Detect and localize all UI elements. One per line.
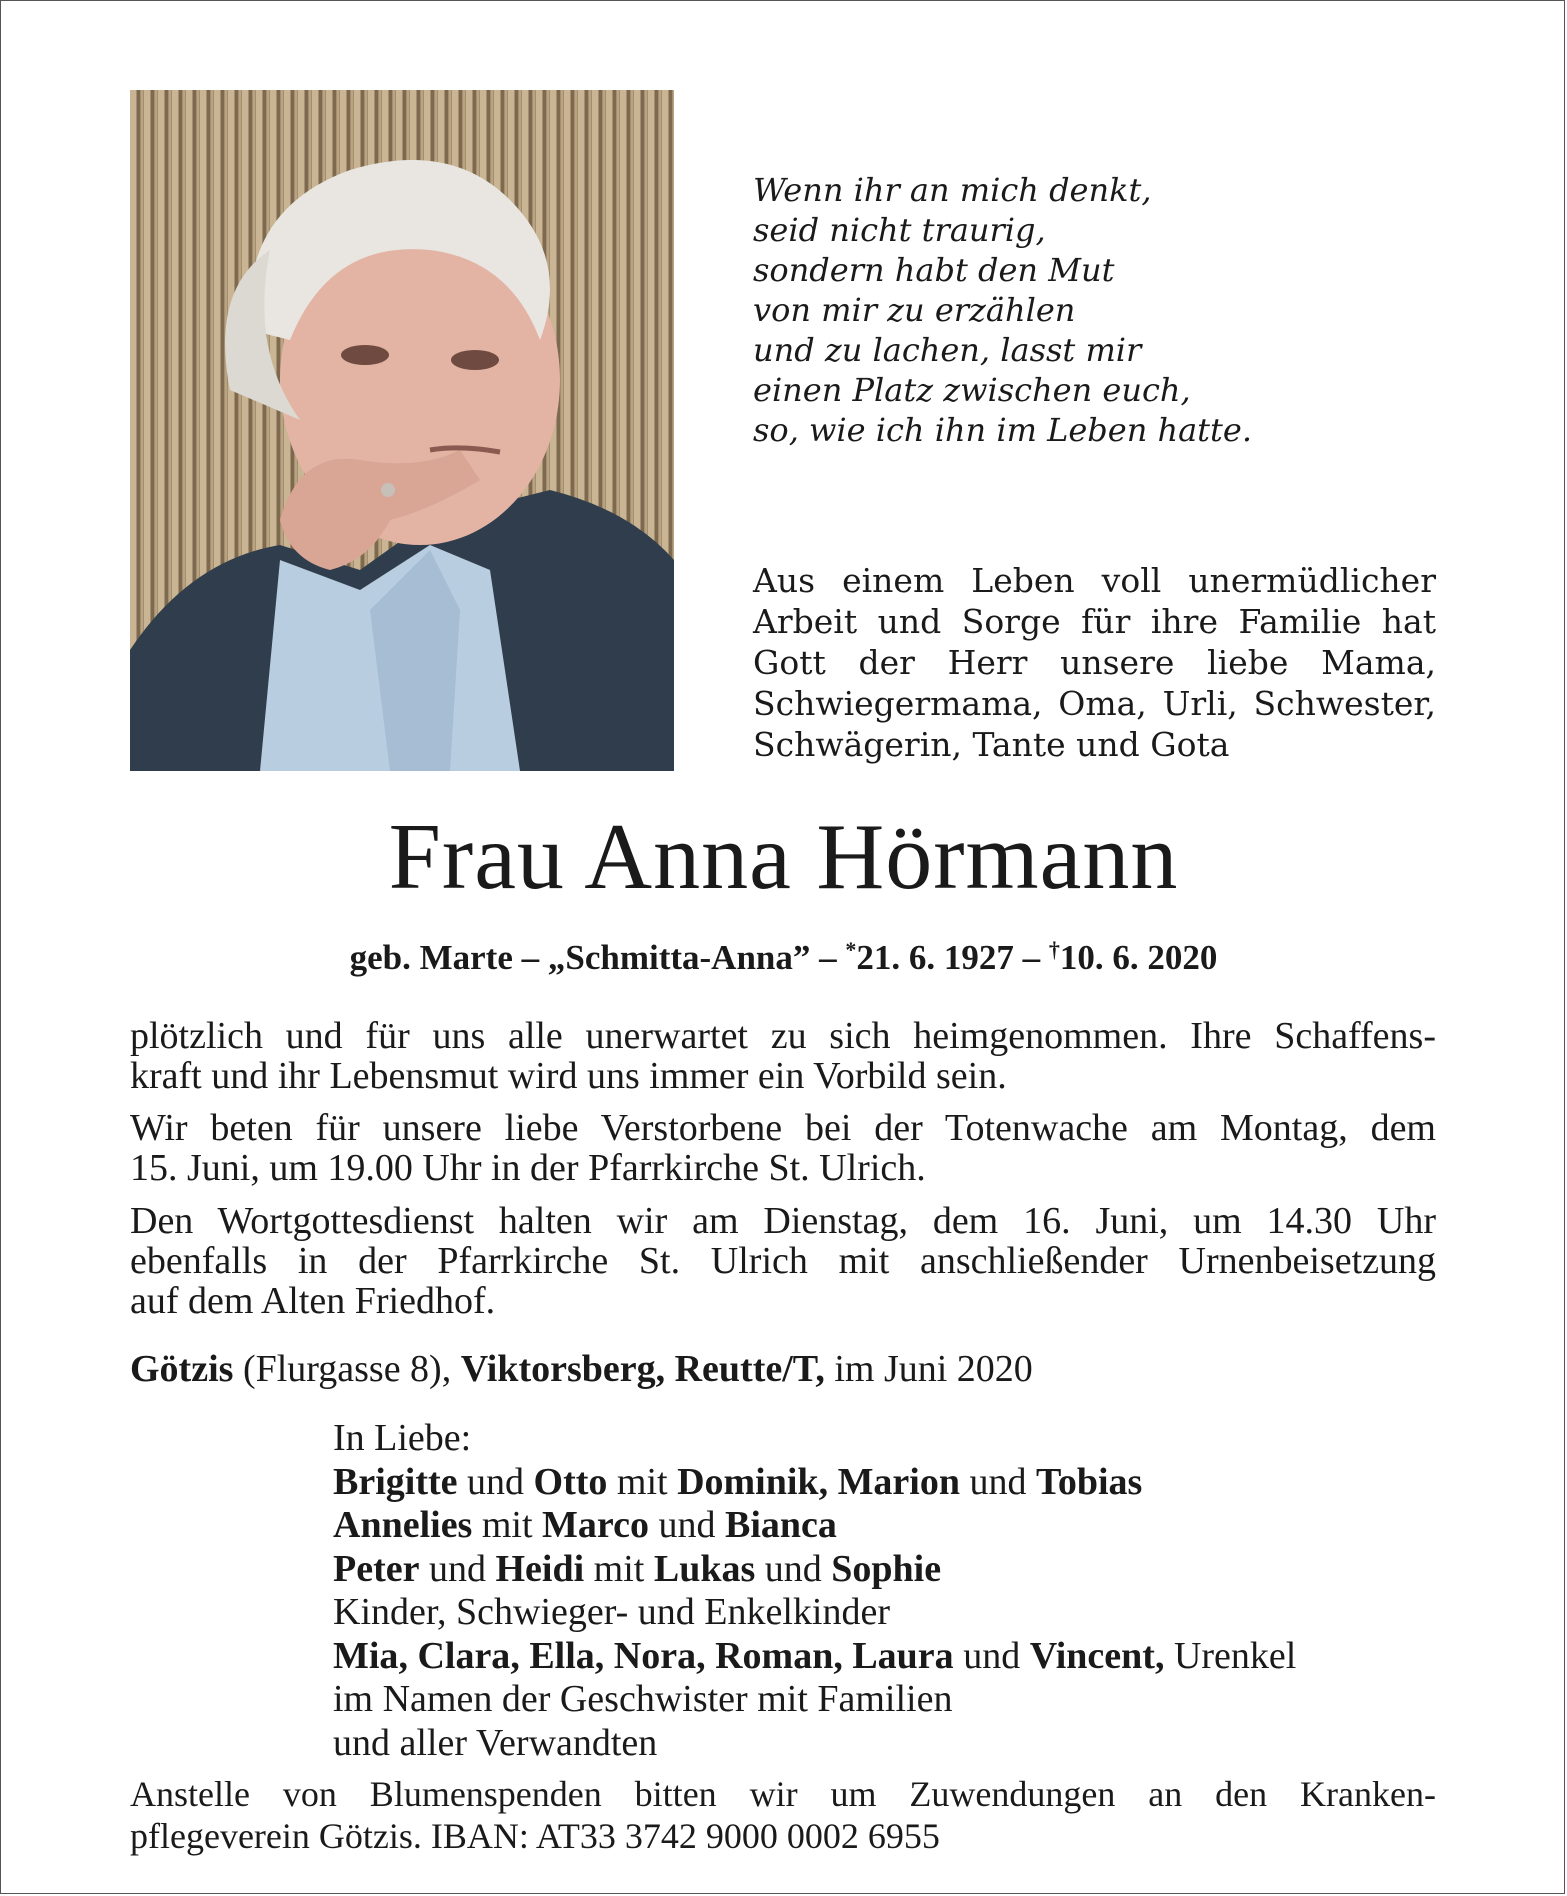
- conjunction: und: [457, 1460, 534, 1503]
- maiden-name: geb. Marte: [349, 938, 513, 977]
- body-line: auf dem Alten Friedhof.: [130, 1280, 496, 1322]
- town: Götzis: [130, 1348, 234, 1390]
- other-towns: Viktorsberg, Reutte/T,: [460, 1348, 825, 1390]
- death-symbol: †: [1048, 937, 1060, 962]
- separator: –: [521, 938, 540, 977]
- mourner-name: Roman: [715, 1634, 834, 1677]
- intro-line: Schwägerin, Tante und Gota: [753, 725, 1230, 764]
- mourner-name: Ella: [529, 1634, 595, 1677]
- body-line: 15. Juni, um 19.00 Uhr in der Pfarrkirche St. Ulrich.: [130, 1147, 926, 1189]
- conjunction: mit: [607, 1460, 678, 1503]
- paragraph-service: [130, 1201, 1436, 1321]
- conjunction: mit: [472, 1504, 543, 1546]
- body-line: plötzlich und für uns alle unerwartet zu sich heimgenommen. Ihre Schaffens-: [130, 1015, 1436, 1057]
- intro-line: Arbeit und Sorge für ihre Familie hat: [753, 602, 1436, 641]
- poem-line: so, wie ich ihn im Leben hatte.: [753, 411, 1252, 449]
- donation-line: Anstelle von Blumenspenden bitten wir um Zuwendungen an den Kranken-: [130, 1774, 1436, 1814]
- donation-note: [130, 1773, 1436, 1857]
- donation-line: pflegeverein Götzis. IBAN: AT33 3742 9000 0002 6955: [130, 1816, 940, 1856]
- poem-line: von mir zu erzählen: [753, 291, 1076, 329]
- poem-line: sondern habt den Mut: [753, 251, 1115, 289]
- place-date-line: [130, 1347, 1033, 1391]
- poem-line: seid nicht traurig,: [753, 211, 1046, 249]
- nickname: „Schmitta-Anna”: [547, 938, 811, 977]
- conjunction: und: [953, 1634, 1030, 1677]
- mourners-list: [333, 1417, 1453, 1765]
- body-line: kraft und ihr Lebensmut wird uns immer ein Vorbild sein.: [130, 1055, 1007, 1097]
- mourners-line: Mia, Clara, Ella, Nora, Roman, Laura und Vincent, Urenkel: [333, 1634, 1297, 1677]
- mourner-name: Marco: [542, 1504, 649, 1546]
- mourners-line: im Namen der Geschwister mit Familien: [333, 1678, 953, 1720]
- conjunction: mit: [584, 1547, 654, 1590]
- date: im Juni 2020: [824, 1348, 1033, 1390]
- mourners-line: Brigitte und Otto mit Dominik, Marion und Tobias: [333, 1460, 1143, 1503]
- poem-line: und zu lachen, lasst mir: [753, 331, 1142, 369]
- mourner-name: Sophie: [831, 1547, 942, 1590]
- mourner-name: Bianca: [724, 1504, 837, 1546]
- mourner-name: Lukas: [653, 1547, 756, 1590]
- intro-text: [753, 560, 1436, 765]
- mourners-line: [333, 1548, 1453, 1592]
- address: (Flurgasse 8),: [233, 1348, 461, 1390]
- separator: –: [819, 938, 837, 977]
- mourner-name: Tobias: [1036, 1460, 1143, 1503]
- mourner-name: Laura: [852, 1634, 954, 1677]
- conjunction: und: [960, 1460, 1036, 1503]
- separator: –: [1022, 938, 1041, 977]
- mourner-name: Peter: [333, 1547, 420, 1590]
- intro-line: Schwiegermama, Oma, Urli, Schwester,: [753, 684, 1436, 723]
- mourner-name: Marion: [837, 1460, 960, 1503]
- intro-line: Gott der Herr unsere liebe Mama,: [753, 643, 1436, 682]
- conjunction: und: [755, 1547, 832, 1590]
- conjunction: und: [648, 1504, 725, 1546]
- mourners-line: und aller Verwandten: [333, 1721, 658, 1764]
- poem-line: Wenn ihr an mich denkt,: [753, 171, 1152, 209]
- body-line: Wir beten für unsere liebe Verstorbene bei der Totenwache am Montag, dem: [130, 1107, 1436, 1149]
- deceased-name: Frau Anna Hörmann: [388, 805, 1179, 909]
- paragraph-announcement: [130, 1016, 1436, 1096]
- birth-death-line: [0, 928, 1567, 980]
- greeting: In Liebe:: [333, 1417, 472, 1459]
- mourner-name: Nora: [613, 1634, 697, 1677]
- paragraph-wake: [130, 1108, 1436, 1188]
- mourners-line: Kinder, Schwieger- und Enkelkinder: [333, 1591, 890, 1633]
- mourner-name: Otto: [533, 1460, 608, 1503]
- mourner-name: Vincent: [1029, 1634, 1155, 1677]
- mourner-name: Brigitte: [333, 1460, 458, 1503]
- body-line: ebenfalls in der Pfarrkirche St. Ulrich mit anschließender Urnenbeisetzung: [130, 1240, 1436, 1282]
- mourner-name: Heidi: [495, 1547, 585, 1590]
- relation: Urenkel: [1164, 1634, 1297, 1677]
- poem-line: einen Platz zwischen euch,: [753, 371, 1191, 409]
- mourner-name: Dominik: [677, 1460, 819, 1503]
- birth-symbol: *: [845, 937, 857, 962]
- body-line: Den Wortgottesdienst halten wir am Dienstag, dem 16. Juni, um 14.30 Uhr: [130, 1200, 1436, 1242]
- portrait-photo: [130, 90, 674, 771]
- mourners-line: [333, 1504, 1453, 1548]
- death-date: 10. 6. 2020: [1059, 938, 1218, 977]
- birth-date: 21. 6. 1927: [856, 938, 1014, 977]
- mourner-name: Mia: [333, 1634, 399, 1677]
- mourner-name: Annelies: [333, 1504, 473, 1546]
- poem: [753, 170, 1473, 450]
- intro-line: Aus einem Leben voll unermüdlicher: [753, 561, 1436, 600]
- conjunction: und: [419, 1547, 496, 1590]
- mourner-name: Clara: [417, 1634, 511, 1677]
